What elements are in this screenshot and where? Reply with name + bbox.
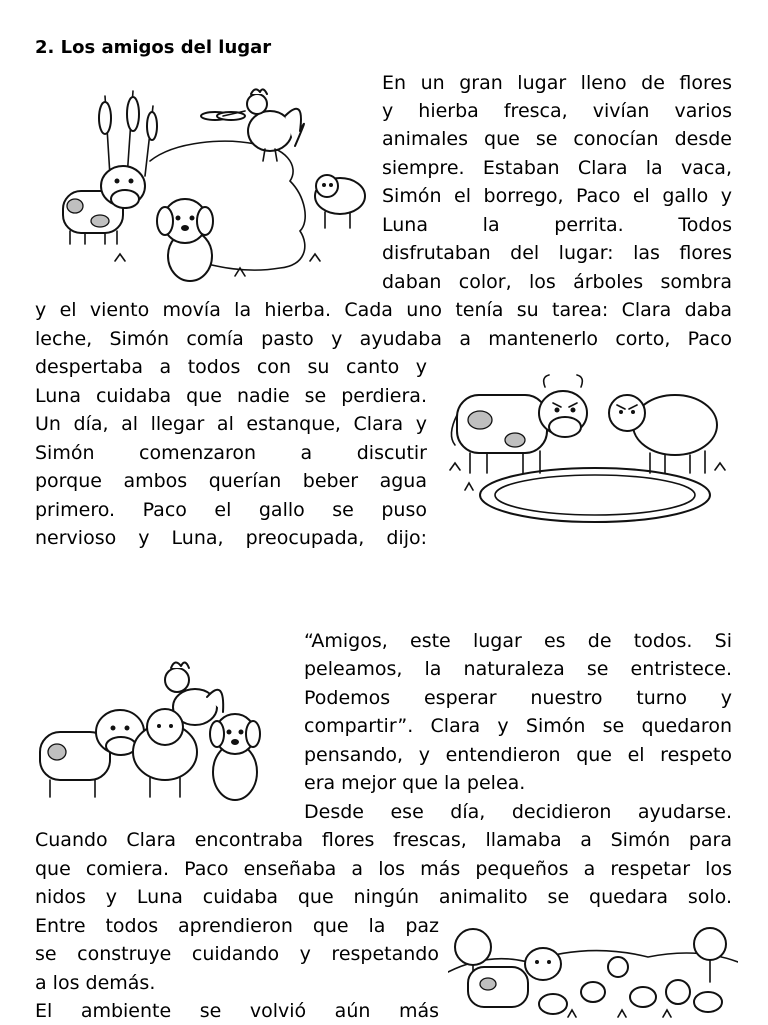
pond-icon bbox=[480, 468, 710, 522]
text-line: y hierba fresca, vivían varios bbox=[382, 100, 732, 122]
cow-icon bbox=[451, 375, 587, 473]
dragonfly-icon bbox=[201, 111, 245, 120]
cattail-plants bbox=[99, 91, 157, 178]
text-line: Entre todos aprendieron que la paz bbox=[35, 915, 439, 937]
text-line: daban color, los árboles sombra bbox=[382, 271, 732, 293]
text-line: despertaba a todos con su canto y bbox=[35, 356, 427, 378]
text-line: animales que se conocían desde bbox=[382, 128, 732, 150]
farm-animals-illustration bbox=[55, 86, 370, 291]
text-line: a los demás. bbox=[35, 972, 156, 994]
puppy-icon bbox=[210, 714, 260, 800]
cow-icon bbox=[40, 710, 144, 797]
text-line: Simón el borrego, Paco el gallo y bbox=[382, 185, 732, 207]
text-line: Cuando Clara encontraba flores frescas, llamaba a Simón para bbox=[35, 829, 732, 851]
small-animals-group bbox=[539, 957, 722, 1014]
text-line: pensando, y entendieron que el respeto bbox=[304, 744, 732, 766]
text-line: Podemos esperar nuestro turno y bbox=[304, 687, 732, 709]
text-line: nervioso y Luna, preocupada, dijo: bbox=[35, 527, 427, 549]
text-line: porque ambos querían beber agua bbox=[35, 470, 427, 492]
text-line: peleamos, la naturaleza se entristece. bbox=[304, 658, 732, 680]
text-line: Luna la perrita. Todos bbox=[382, 214, 732, 236]
sheep-icon bbox=[609, 395, 717, 473]
text-line: primero. Paco el gallo se puso bbox=[35, 499, 427, 521]
text-line: disfrutaban del lugar: las flores bbox=[382, 242, 732, 264]
text-line: El ambiente se volvió aún más bbox=[35, 1000, 439, 1022]
sheep-icon bbox=[315, 175, 365, 228]
farm-scene-illustration bbox=[448, 922, 738, 1024]
friends-together-illustration bbox=[35, 652, 285, 817]
text-line: y el viento movía la hierba. Cada uno tenía su tarea: Clara daba bbox=[35, 299, 732, 321]
text-line: Un día, al llegar al estanque, Clara y bbox=[35, 413, 427, 435]
text-line: Desde ese día, decidieron ayudarse. bbox=[304, 801, 732, 823]
text-line: leche, Simón comía pasto y ayudaba a mantenerlo corto, Paco bbox=[35, 328, 732, 350]
section-title: 2. Los amigos del lugar bbox=[35, 37, 272, 58]
text-line: En un gran lugar lleno de flores bbox=[382, 72, 732, 94]
cow-icon bbox=[63, 166, 145, 244]
text-line: siempre. Estaban Clara la vaca, bbox=[382, 157, 732, 179]
text-line: nidos y Luna cuidaba que ningún animalito se quedara solo. bbox=[35, 886, 732, 908]
cow-sheep-pond-illustration bbox=[445, 365, 735, 530]
text-line: se construye cuidando y respetando bbox=[35, 943, 439, 965]
text-line: “Amigos, este lugar es de todos. Si bbox=[304, 630, 732, 652]
text-line: que comiera. Paco enseñaba a los más pequeños a respetar los bbox=[35, 858, 732, 880]
rooster-icon bbox=[247, 89, 304, 161]
text-line: Luna cuidaba que nadie se perdiera. bbox=[35, 385, 427, 407]
text-line: Simón comenzaron a discutir bbox=[35, 442, 427, 464]
text-line: era mejor que la pelea. bbox=[304, 772, 526, 794]
text-line: compartir”. Clara y Simón se quedaron bbox=[304, 715, 732, 737]
puppy-icon bbox=[157, 199, 213, 281]
